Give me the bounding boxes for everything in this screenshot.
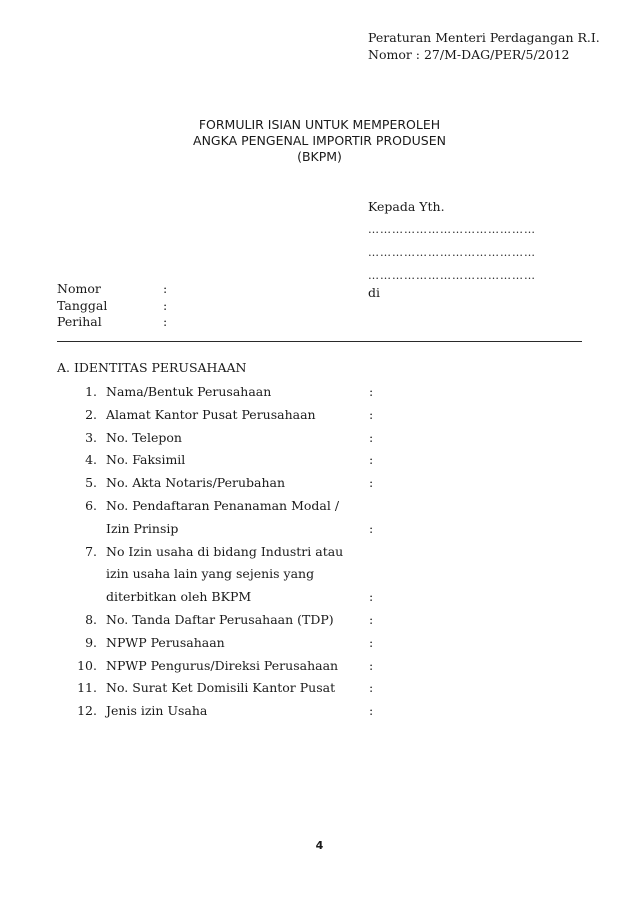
- meta-colon: :: [163, 314, 168, 329]
- regulation-number: Nomor : 27/M-DAG/PER/5/2012: [368, 47, 570, 62]
- addressee-blank-1: ……………………………………: [368, 223, 536, 236]
- item-number: 12.: [77, 703, 97, 719]
- section-a-title: A. IDENTITAS PERUSAHAAN: [57, 360, 247, 375]
- meta-tanggal-label: Tanggal: [57, 297, 108, 313]
- addressee-di: di: [368, 285, 380, 300]
- letter-meta: [57, 281, 167, 331]
- form-field-item: [57, 384, 387, 407]
- meta-nomor-label: Nomor: [57, 281, 101, 296]
- meta-colon: :: [163, 281, 168, 296]
- item-label: No. Pendaftaran Penanaman Modal /: [106, 498, 340, 513]
- item-number: 6.: [85, 498, 97, 513]
- item-colon: :: [369, 452, 374, 468]
- form-title: [0, 117, 639, 165]
- item-label: No. Surat Ket Domisili Kantor Pusat: [106, 680, 336, 696]
- form-title-line-1: FORMULIR ISIAN UNTUK MEMPEROLEH: [198, 117, 441, 132]
- regulation-header: [368, 29, 600, 63]
- form-field-item: [57, 612, 387, 635]
- form-field-item: [57, 498, 387, 544]
- form-field-item: [57, 658, 387, 681]
- item-number: 1.: [85, 384, 97, 399]
- item-label: No. Faksimil: [106, 452, 186, 468]
- item-number: 9.: [85, 634, 97, 650]
- item-colon: :: [369, 520, 374, 536]
- item-label: Jenis izin Usaha: [106, 703, 208, 719]
- addressee-label: Kepada Yth.: [368, 199, 445, 214]
- form-field-item: [57, 635, 387, 658]
- meta-colon: :: [163, 297, 168, 313]
- item-colon: :: [369, 612, 374, 627]
- item-colon: :: [369, 657, 374, 673]
- item-number: 3.: [85, 429, 97, 445]
- item-colon: :: [369, 429, 374, 445]
- regulation-title: Peraturan Menteri Perdagangan R.I.: [368, 30, 600, 45]
- meta-nomor-row: [57, 281, 167, 298]
- item-number: 8.: [85, 612, 97, 627]
- form-field-item: [57, 452, 387, 475]
- form-title-line-2: ANGKA PENGENAL IMPORTIR PRODUSEN: [193, 133, 446, 148]
- item-label: No. Akta Notaris/Perubahan: [106, 475, 286, 491]
- form-field-item: [57, 475, 387, 498]
- item-colon: :: [369, 589, 374, 605]
- item-label: diterbitkan oleh BKPM: [106, 589, 252, 605]
- addressee-block: [368, 195, 536, 304]
- item-label: No. Tanda Daftar Perusahaan (TDP): [106, 612, 334, 627]
- item-colon: :: [369, 680, 374, 696]
- form-field-item: [57, 703, 387, 726]
- item-number: 11.: [77, 680, 97, 696]
- addressee-blank-3: ……………………………………: [368, 269, 536, 282]
- item-number: 4.: [85, 452, 97, 468]
- page-number: 4: [315, 839, 324, 852]
- meta-perihal-label: Perihal: [57, 314, 102, 329]
- item-number: 7.: [85, 543, 97, 559]
- item-label: Alamat Kantor Pusat Perusahaan: [106, 406, 316, 422]
- item-label: Nama/Bentuk Perusahaan: [106, 384, 272, 399]
- item-number: 10.: [77, 657, 97, 673]
- item-label: NPWP Perusahaan: [106, 634, 225, 650]
- form-field-item: [57, 430, 387, 453]
- item-colon: :: [369, 406, 374, 422]
- meta-perihal-row: [57, 314, 167, 331]
- item-number: 2.: [85, 406, 97, 422]
- meta-tanggal-row: [57, 298, 167, 315]
- item-colon: :: [369, 634, 374, 650]
- item-colon: :: [369, 384, 374, 399]
- item-label: Izin Prinsip: [106, 520, 179, 536]
- item-label: No. Telepon: [106, 429, 182, 445]
- form-field-item: [57, 407, 387, 430]
- addressee-blank-2: ……………………………………: [368, 246, 536, 259]
- item-label: No Izin usaha di bidang Industri atau: [106, 543, 344, 559]
- item-number: 5.: [85, 475, 97, 491]
- divider: [57, 341, 582, 342]
- item-label: NPWP Pengurus/Direksi Perusahaan: [106, 657, 339, 673]
- item-colon: :: [369, 475, 374, 491]
- form-field-item: [57, 680, 387, 703]
- item-colon: :: [369, 703, 374, 719]
- form-title-line-3: (BKPM): [297, 149, 342, 164]
- item-label: izin usaha lain yang sejenis yang: [106, 566, 315, 582]
- form-field-item: [57, 544, 387, 612]
